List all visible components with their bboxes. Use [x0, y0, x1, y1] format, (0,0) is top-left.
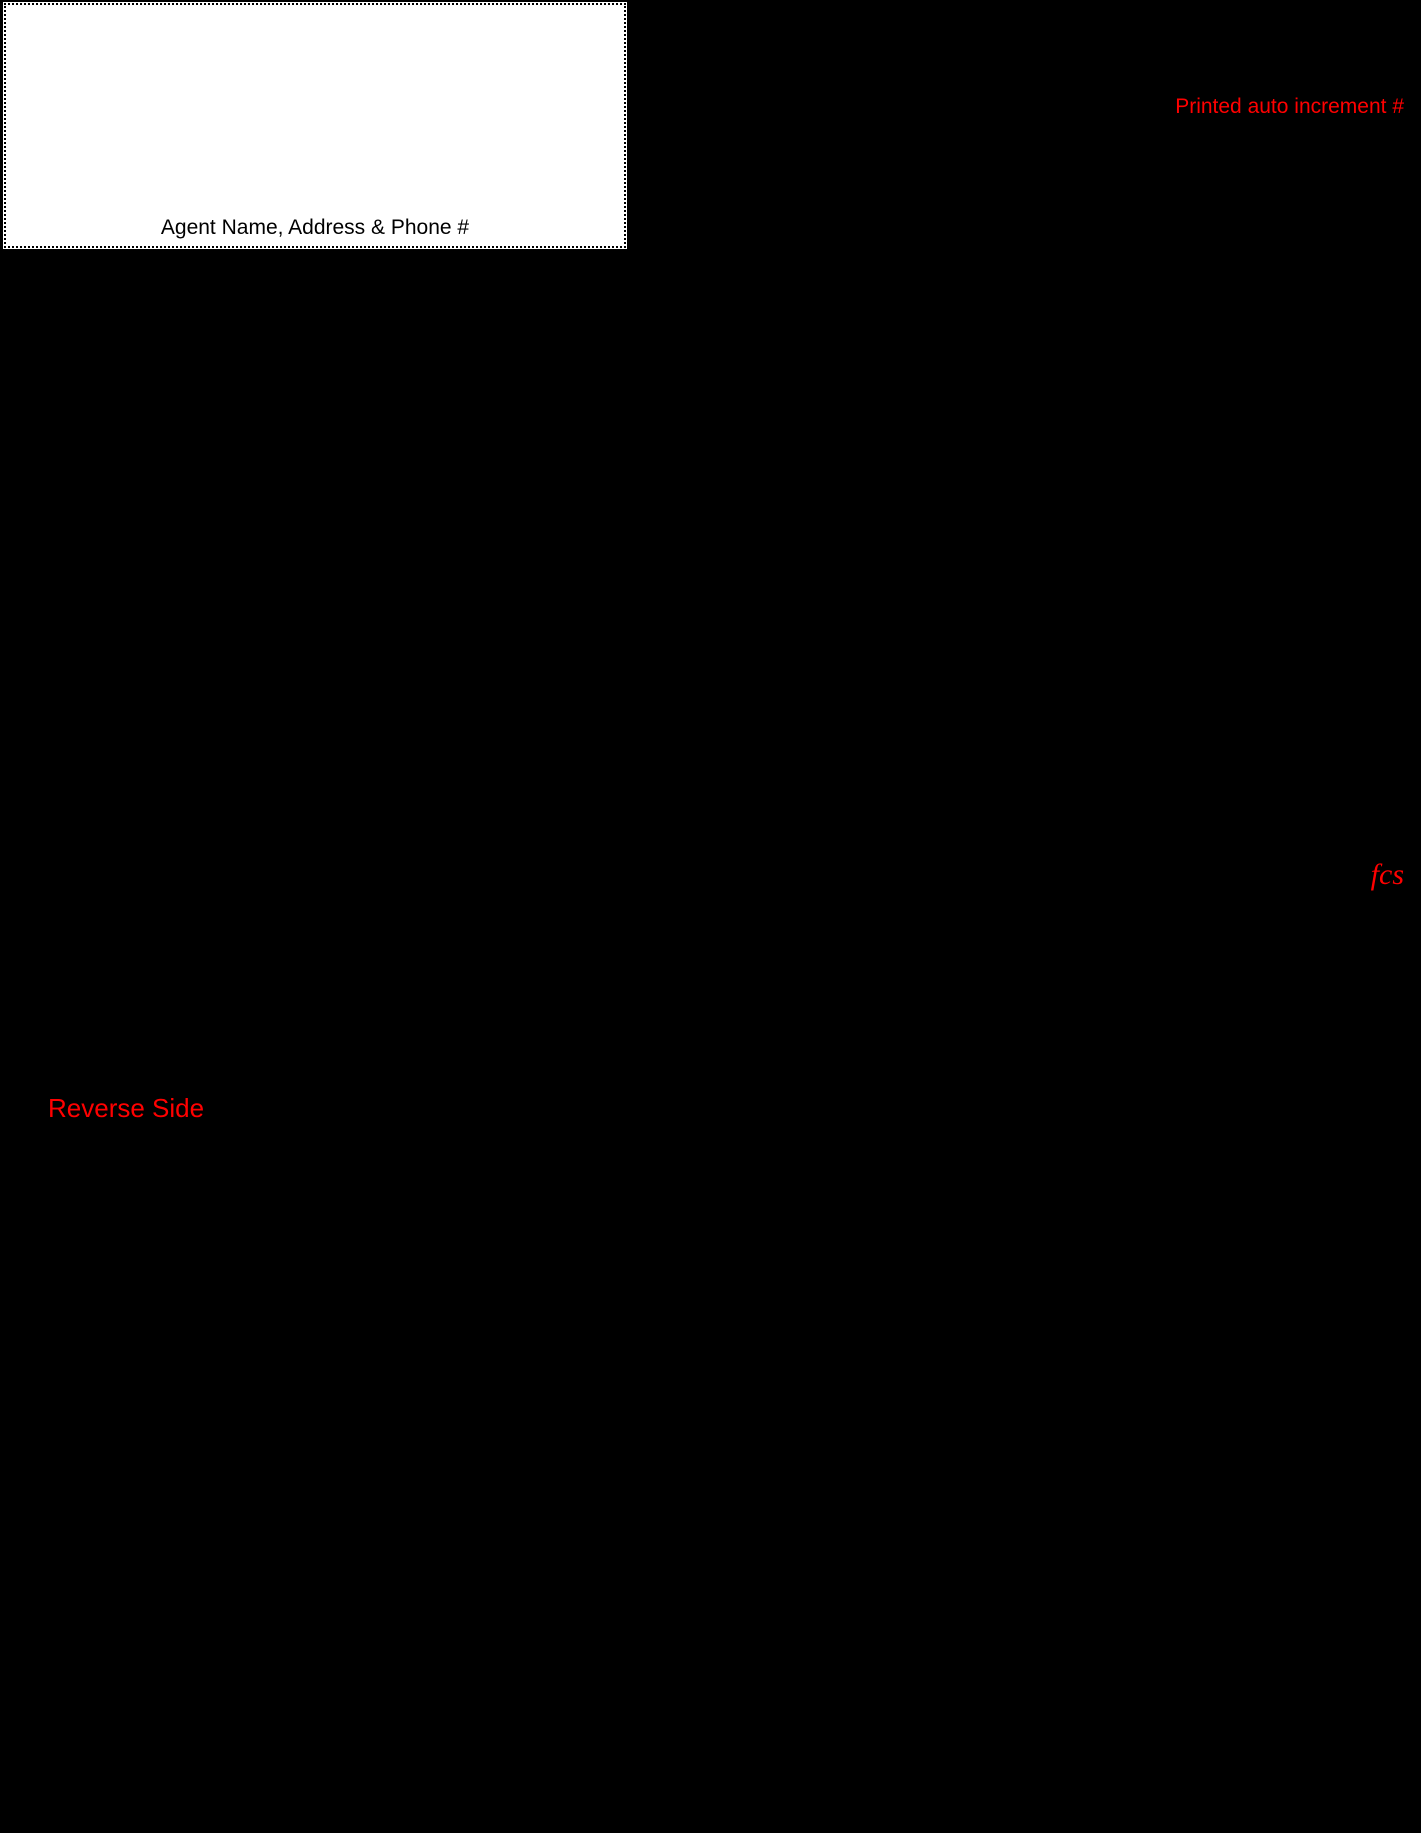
agent-info-label: Agent Name, Address & Phone # [160, 216, 470, 239]
fcs-logo: fcs [1370, 858, 1404, 891]
auto-increment-label: Printed auto increment # [1175, 95, 1404, 118]
agent-info-box [4, 3, 626, 248]
reverse-side-label: Reverse Side [48, 1093, 205, 1123]
